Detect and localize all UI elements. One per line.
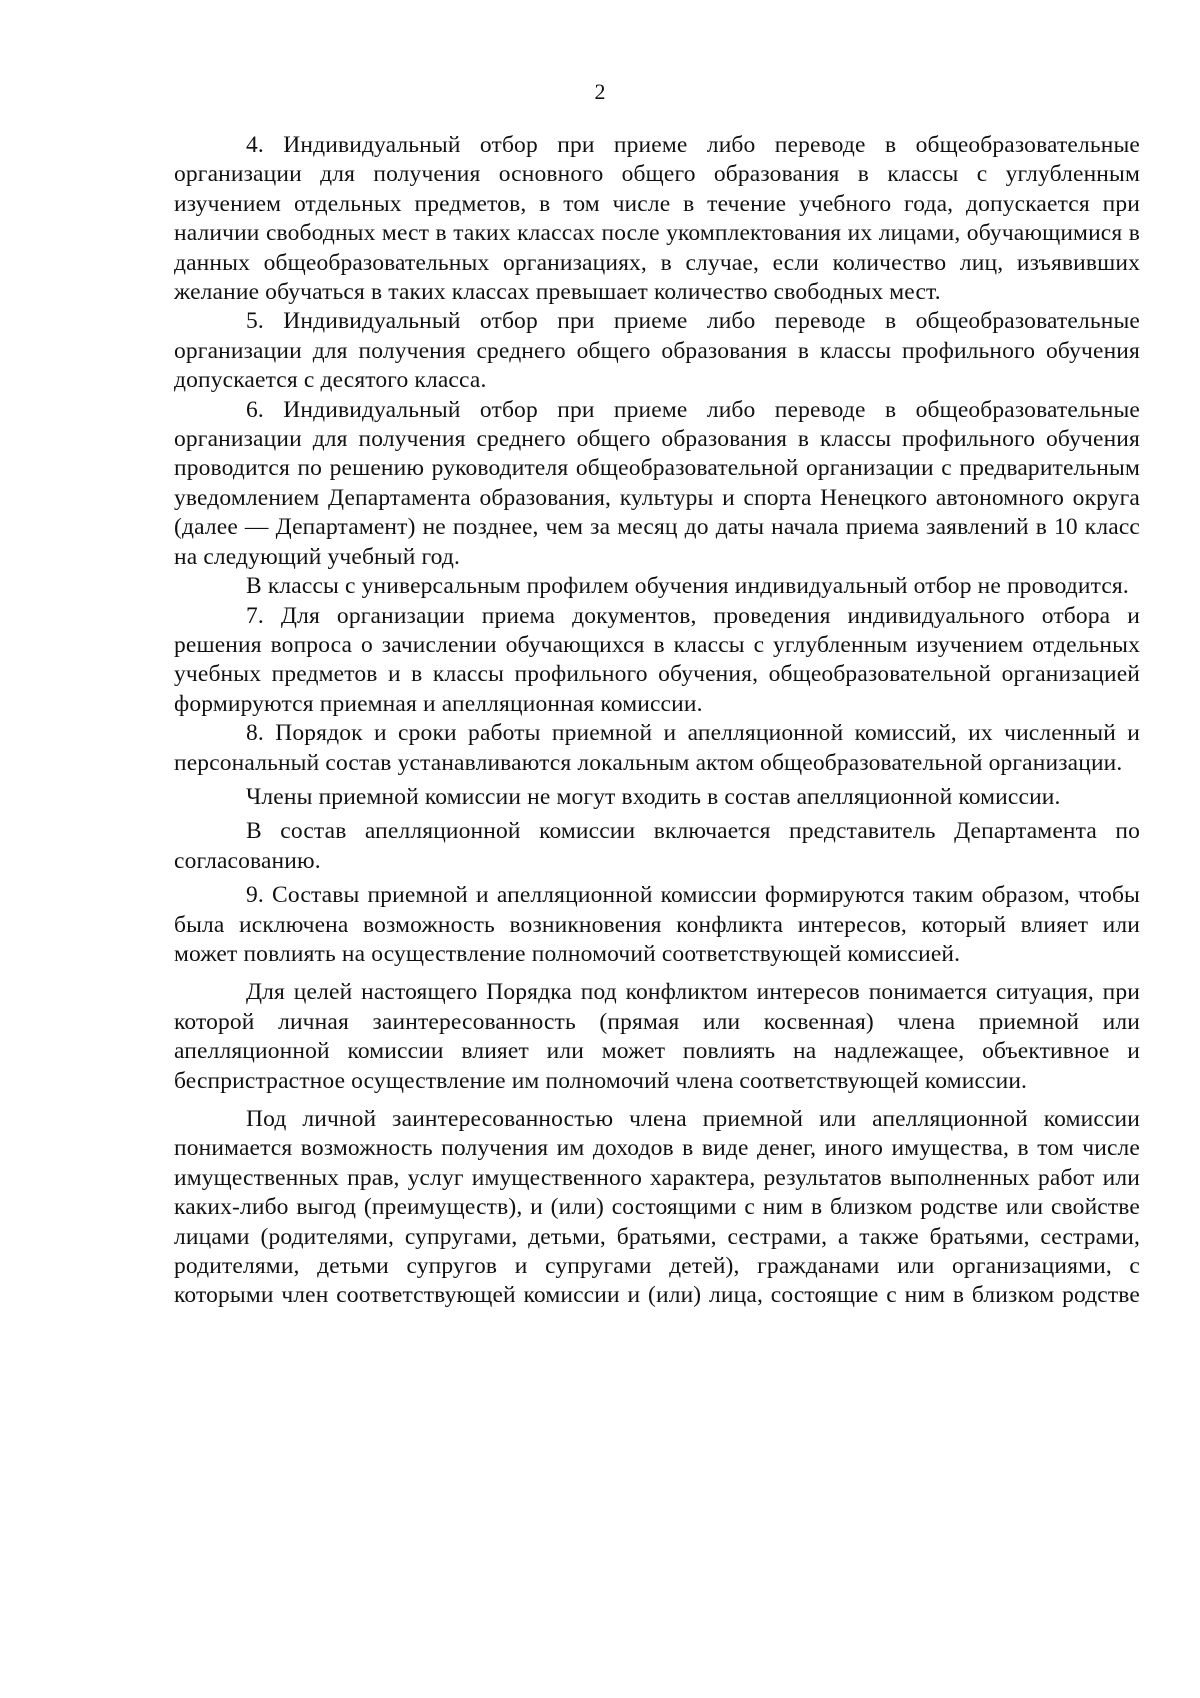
paragraph-item-8: 8. Порядок и сроки работы приемной и апелляционной комиссий, их численный и персональный состав устанавливаются локальным актом общеобразовательной организации. (174, 720, 1140, 776)
paragraph-item-4: 4. Индивидуальный отбор при приеме либо переводе в общеобразовательные организации для получения основного общего образования в классы с углубленным изучением отдельных предметов, в том числе в течение учебного года, допускается при наличии свободных мест в таких классах после укомплектования их лицами, обучающимися в данных общеобразовательных организациях, в случае, если количество лиц, изъявивших желание обучаться в таких классах превышает количество свободных мест. (174, 132, 1140, 306)
paragraph-appeal-composition: В состав апелляционной комиссии включается представитель Департамента по согласованию. (174, 818, 1140, 874)
page-number: 2 (594, 79, 606, 104)
paragraph-admission-members: Члены приемной комиссии не могут входить в состав апелляционной комиссии. (246, 783, 1061, 810)
paragraph-item-6: 6. Индивидуальный отбор при приеме либо переводе в общеобразовательные организации для получения среднего общего образования в классы профильного обучения проводится по решению руководителя общеобразовательной организации с предварительным уведомлением Департамента образования, культуры и спорта Ненецкого автономного округа (далее — Департамент) не позднее, чем за месяц до даты начала приема заявлений в 10 класс на следующий учебный год. (174, 396, 1140, 570)
paragraph-item-9: 9. Составы приемной и апелляционной комиссии формируются таким образом, чтобы была исключена возможность возникновения конфликта интересов, который влияет или может повлиять на осуществление полномочий соответствующей комиссией. (174, 882, 1140, 967)
paragraph-personal-interest: Под личной заинтересованностью члена приемной или апелляционной комиссии понимается возможность получения им доходов в виде денег, иного имущества, в том числе имущественных прав, услуг имущественного характера, результатов выполненных работ или каких-либо выгод (преимуществ), и (или) состоящими с ним в близком родстве или свойстве лицами (родителями, супругами, детьми, братьями, сестрами, а также братьями, сестрами, родителями, детьми супругов и супругами детей), гражданами или организациями, с которыми член соответствующей комиссии и (или) лица, состоящие с ним в близком родстве (174, 1106, 1140, 1309)
paragraph-item-5: 5. Индивидуальный отбор при приеме либо переводе в общеобразовательные организации для получения среднего общего образования в классы профильного обучения допускается с десятого класса. (174, 308, 1140, 394)
document-body (174, 131, 1140, 1311)
paragraph-conflict-of-interest: Для целей настоящего Порядка под конфликтом интересов понимается ситуация, при которой личная заинтересованность (прямая или косвенная) члена приемной или апелляционной комиссии влияет или может повлиять на надлежащее, объективное и беспристрастное осуществление им полномочий члена соответствующей комиссии. (174, 979, 1140, 1094)
paragraph-universal-profile: В классы с универсальным профилем обучения индивидуальный отбор не проводится. (246, 573, 1129, 600)
paragraph-item-7: 7. Для организации приема документов, проведения индивидуального отбора и решения вопроса о зачислении обучающихся в классы с углубленным изучением отдельных учебных предметов и в классы профильного обучения, общеобразовательной организацией формируются приемная и апелляционная комиссии. (174, 602, 1140, 717)
